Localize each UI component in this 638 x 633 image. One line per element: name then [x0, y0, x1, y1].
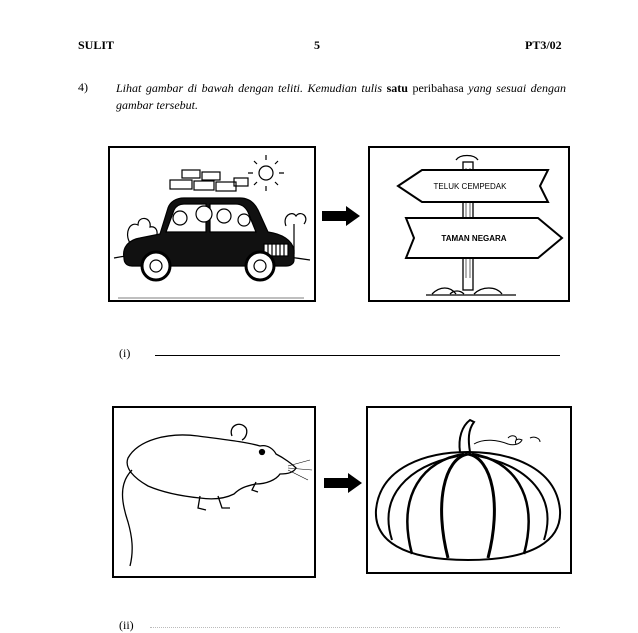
- question-text-bold: satu: [386, 81, 408, 95]
- rat-picture-frame: [112, 406, 316, 578]
- signpost-picture-frame: [368, 146, 570, 302]
- answer-1-line[interactable]: [155, 355, 560, 356]
- car-picture-frame: [108, 146, 316, 302]
- page-number: 5: [314, 38, 320, 52]
- sign-teluk-cempedak: TELUK CEMPEDAK: [433, 182, 507, 191]
- question-text-part-2: peribahasa: [407, 81, 469, 95]
- pumpkin-icon: [368, 408, 570, 572]
- answer-2-label: (ii): [119, 618, 134, 632]
- answer-1-label: (i): [119, 346, 131, 360]
- header-right: PT3/02: [525, 38, 562, 52]
- header-left: SULIT: [78, 38, 115, 52]
- sign-taman-negara: TAMAN NEGARA: [441, 234, 507, 243]
- answer-2-line[interactable]: [150, 627, 560, 628]
- pumpkin-picture-frame: [366, 406, 572, 574]
- right-arrow-icon: [321, 205, 361, 227]
- question-number: 4): [78, 80, 88, 94]
- car-with-family-icon: [110, 148, 314, 300]
- question-text-part-3: yang sesuai dengan gambar tersebut.: [116, 81, 567, 112]
- signpost-icon: [370, 148, 568, 300]
- question-text: [116, 80, 566, 114]
- right-arrow-icon: [323, 472, 363, 494]
- rat-icon: [114, 408, 314, 576]
- question-text-part-1: Lihat gambar di bawah dengan teliti. Kemudian tulis: [116, 81, 387, 95]
